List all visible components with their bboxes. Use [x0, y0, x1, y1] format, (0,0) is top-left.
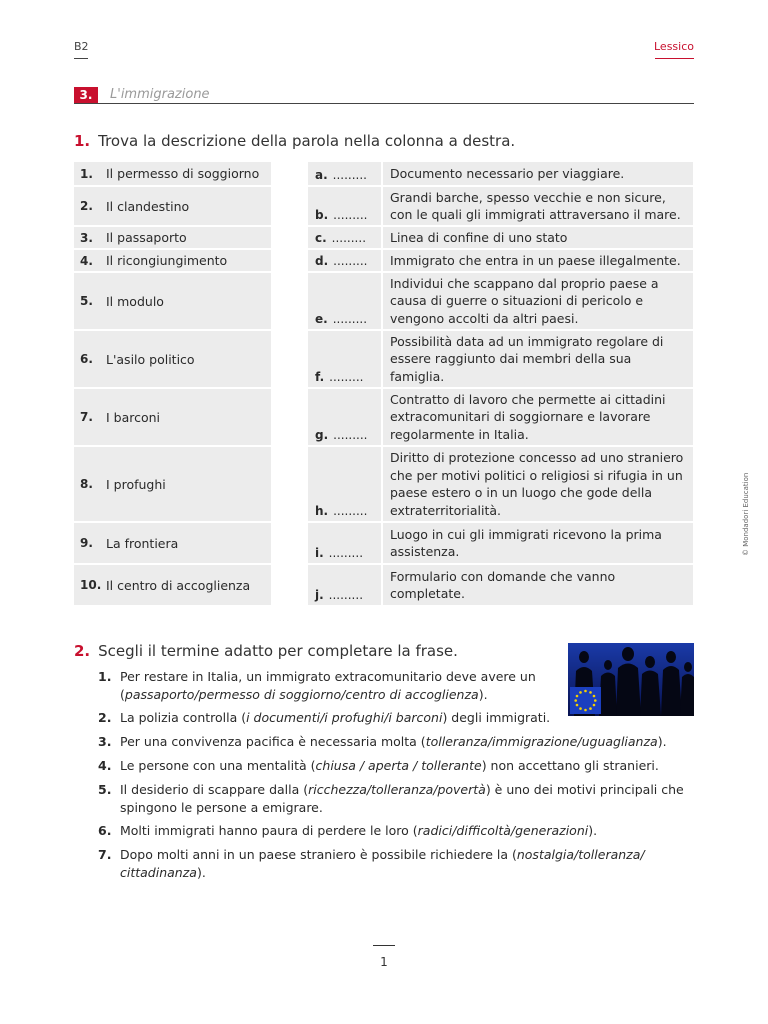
question-item: 3. Per una convivenza pacifica è necessaria molta (tolleranza/immigrazione/uguaglianza). — [98, 734, 667, 749]
choice-options[interactable]: tolleranza/immigrazione/uguaglianza — [425, 734, 658, 749]
exercise2-heading — [74, 642, 458, 660]
answer-blank[interactable]: f. ......... — [308, 331, 381, 387]
question-item: 5. Il desiderio di scappare dalla (ricchezza/tolleranza/povertà) è uno dei motivi principali che spingono le persone a emigrare. — [98, 782, 684, 815]
header-level-underline — [74, 58, 88, 59]
left-item: 3. Il passaporto — [74, 227, 271, 248]
left-item: 8. I profughi — [74, 447, 271, 521]
choice-options[interactable]: chiusa / aperta / tollerante — [315, 758, 482, 773]
section-heading — [74, 86, 694, 104]
description-cell: Linea di confine di uno stato — [383, 227, 693, 248]
header-section: Lessico — [654, 40, 694, 53]
exercise1-instruction: Trova la descrizione della parola nella colonna a destra. — [98, 132, 516, 150]
left-item: 9. La frontiera — [74, 523, 271, 563]
answer-blank[interactable]: i. ......... — [308, 523, 381, 563]
footer-rule — [373, 945, 395, 946]
answer-blank[interactable]: b. ......... — [308, 187, 381, 225]
answer-blank[interactable]: h. ......... — [308, 447, 381, 521]
description-cell: Formulario con domande che vanno completate. — [383, 565, 693, 605]
left-item: 4. Il ricongiungimento — [74, 250, 271, 271]
description-cell: Immigrato che entra in un paese illegalmente. — [383, 250, 693, 271]
description-cell: Grandi barche, spesso vecchie e non sicure, con le quali gli immigrati attraversano il mare. — [383, 187, 693, 225]
left-item: 10. Il centro di accoglienza — [74, 565, 271, 605]
silhouettes-image — [568, 643, 694, 716]
answer-blank[interactable]: c. ......... — [308, 227, 381, 248]
section-title: L'immigrazione — [110, 87, 210, 102]
header-level: B2 — [74, 40, 89, 53]
question-item: 7. Dopo molti anni in un paese straniero è possibile richiedere la (nostalgia/tolleranza/ cittadinanza). — [98, 847, 645, 880]
answer-blank[interactable]: e. ......... — [308, 273, 381, 329]
immigration-photo — [568, 643, 694, 716]
description-cell: Documento necessario per viaggiare. — [383, 162, 693, 185]
left-item: 7. I barconi — [74, 389, 271, 445]
question-item: 4. Le persone con una mentalità (chiusa / aperta / tollerante) non accettano gli stranieri. — [98, 758, 659, 773]
exercise2-instruction: Scegli il termine adatto per completare la frase. — [98, 642, 458, 660]
question-item: 2. La polizia controlla (i documenti/i profughi/i barconi) degli immigrati. — [98, 710, 551, 725]
question-item: 1. Per restare in Italia, un immigrato extracomunitario deve avere un (passaporto/permesso di soggiorno/centro di accoglienza). — [98, 669, 536, 702]
choice-options[interactable]: i documenti/i profughi/i barconi — [246, 710, 443, 725]
exercise1-heading — [74, 132, 515, 150]
choice-options[interactable]: ricchezza/tolleranza/povertà — [308, 782, 486, 797]
choice-options[interactable]: passaporto/permesso di soggiorno/centro di accoglienza — [124, 686, 479, 702]
left-item: 1. Il permesso di soggiorno — [74, 162, 271, 185]
choice-options[interactable]: radici/difficoltà/generazioni — [417, 823, 589, 838]
choice-options[interactable]: nostalgia/tolleranza/ cittadinanza — [120, 847, 645, 880]
answer-blank[interactable]: g. ......... — [308, 389, 381, 445]
answer-blank[interactable]: a. ......... — [308, 162, 381, 185]
left-item: 5. Il modulo — [74, 273, 271, 329]
description-cell: Diritto di protezione concesso ad uno straniero che per motivi politici o religiosi si rifugia in un paese estero o in un luogo che gode della extraterritorialità. — [383, 447, 693, 521]
section-number: 3. — [74, 87, 98, 103]
copyright-credit: © Mondadori Education — [742, 472, 750, 556]
answer-blank[interactable]: j. ......... — [308, 565, 381, 605]
question-item: 6. Molti immigrati hanno paura di perdere le loro (radici/difficoltà/generazioni). — [98, 823, 598, 838]
page-number: 1 — [380, 955, 388, 969]
left-item: 6. L'asilo politico — [74, 331, 271, 387]
description-cell: Possibilità data ad un immigrato regolare di essere raggiunto dai membri della sua famiglia. — [383, 331, 693, 387]
description-cell: Individui che scappano dal proprio paese a causa di guerre o situazioni di pericolo e vengono accolti da altri paesi. — [383, 273, 693, 329]
exercise2-number: 2. — [74, 642, 91, 660]
header-section-underline — [655, 58, 694, 59]
answer-blank[interactable]: d. ......... — [308, 250, 381, 271]
exercise1-number: 1. — [74, 132, 91, 150]
description-cell: Luogo in cui gli immigrati ricevono la prima assistenza. — [383, 523, 693, 563]
left-item: 2. Il clandestino — [74, 187, 271, 225]
description-cell: Contratto di lavoro che permette ai cittadini extracomunitari di soggiornare e lavorare regolarmente in Italia. — [383, 389, 693, 445]
